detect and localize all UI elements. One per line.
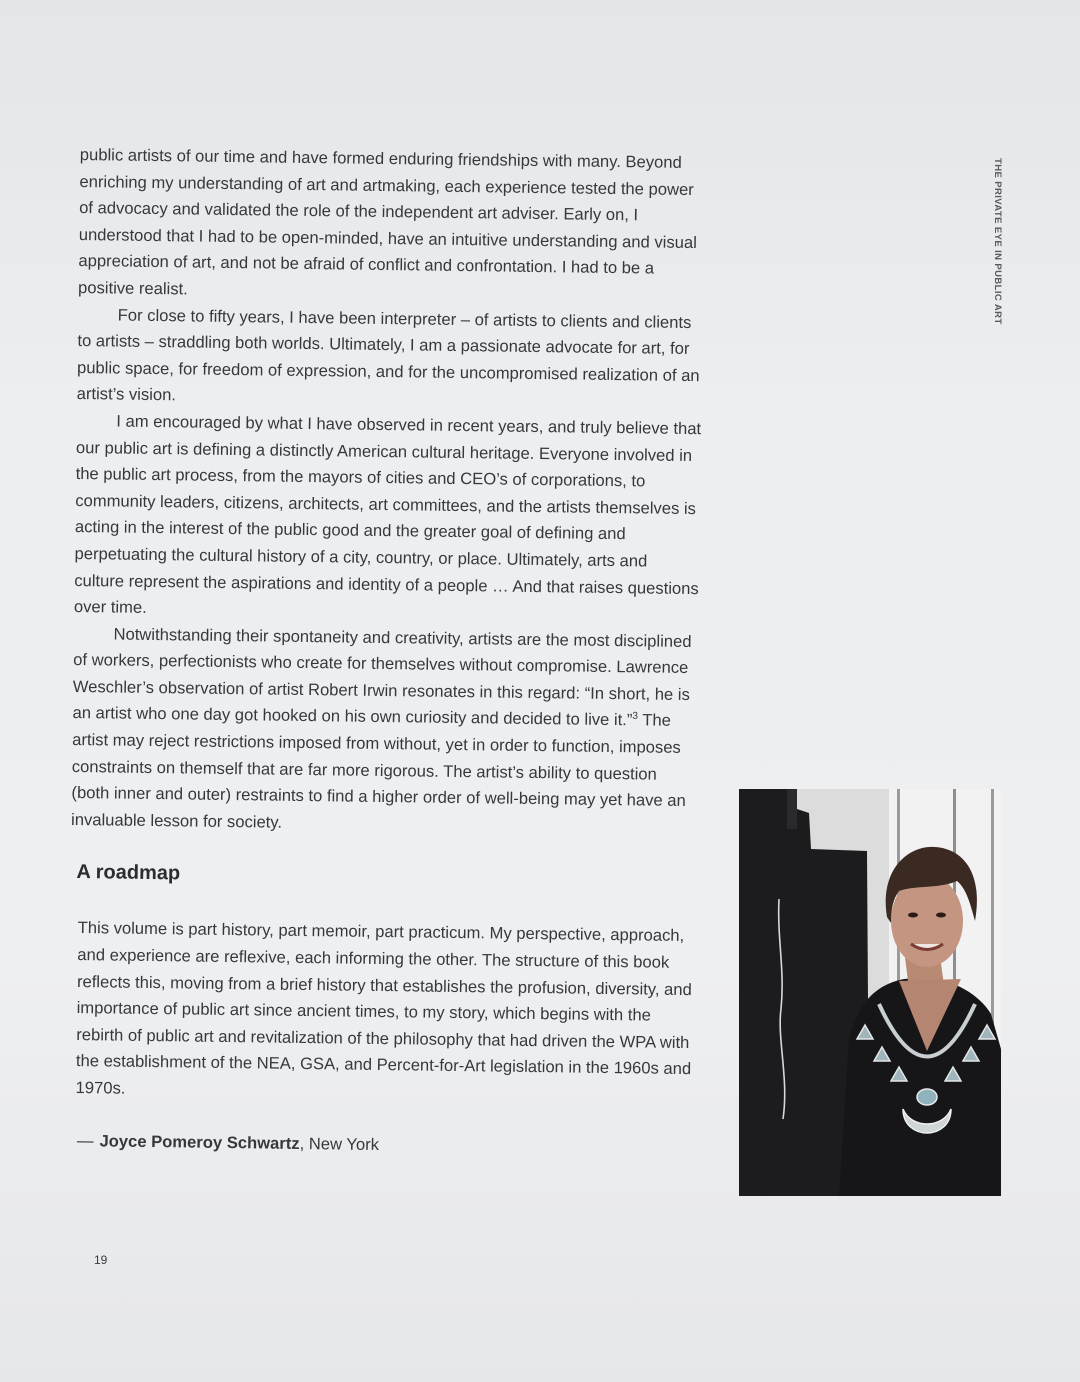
left-eye — [908, 913, 918, 918]
sculpture-edge — [787, 789, 797, 829]
right-eye — [936, 913, 946, 918]
signature — [77, 1128, 693, 1162]
body-text-column — [67, 142, 706, 1162]
signature-dash: — — [76, 1130, 94, 1150]
running-head: THE PRIVATE EYE IN PUBLIC ART — [992, 158, 1003, 325]
page-number: 19 — [94, 1253, 108, 1267]
paragraph-4-text-a: Notwithstanding their spontaneity and creativity, artists are the most disciplined of workers, perfectionists who create for themselves without compromise. Lawrence Weschler’s observation of artist Robert Irwin resonates in this regard: “In short, he is an artist who one day got hooked on his own curiosity and decided to live it.” — [72, 624, 692, 730]
signature-author: Joyce Pomeroy Schwartz — [99, 1130, 300, 1153]
paragraph-4 — [71, 621, 700, 842]
signature-place: , New York — [299, 1133, 380, 1154]
paragraph-2: For close to fifty years, I have been interpreter – of artists to clients and clients to artists – straddling both worlds. Ultimately, I am a passionate advocate for art, for public space, for freedom of expression, and for the uncompromised realization of an artist’s vision. — [76, 305, 700, 405]
roadmap-paragraph: This volume is part history, part memoir, part practicum. My perspective, approach, and experience are reflexive, each informing the other. The structure of this book reflects this, moving from a brief history that establishes the profusion, diversity, and importance of public art since ancient times, to my story, which begins with the rebirth of public art and revitalization of the philosophy that had driven the WPA with the establishment of the NEA, GSA, and Percent-for-Art legislation in the 1960s and 1970s. — [75, 918, 692, 1098]
paragraph-1: public artists of our time and have formed enduring friendships with many. Beyond enriching my understanding of art and artmaking, each experience tested the power of advocacy and validated the role of the independent art adviser. Early on, I understood that I had to be open-minded, have an intuitive understanding and visual appreciation of art, and not be afraid of conflict and confrontation. I had to be a positive realist. — [77, 144, 697, 299]
section-heading: A roadmap — [76, 861, 181, 885]
author-portrait-photo — [739, 789, 1001, 1196]
footnote-marker: 3 — [632, 711, 639, 723]
portrait-illustration — [739, 789, 1001, 1196]
pendant-stone — [917, 1089, 937, 1105]
paragraph-3: I am encouraged by what I have observed in recent years, and truly believe that our public art is defining a distinctly American cultural heritage. Everyone involved in the public art process, from the mayors of cities and CEO’s of corporations, to community leaders, citizens, architects, art committees, and the artists themselves is acting in the interest of the public good and the greater goal of defining and perpetuating the cultural history of a city, country, or place. Ultimately, arts and culture represent the aspirations and identity of a people … And that raises questions over time. — [73, 411, 702, 618]
paragraph-4-text-b: The artist may reject restrictions imposed from without, yet in order to function, imposes constraints on themself that are far more rigorous. The artist’s ability to question (both inner and outer) restraints to find a higher order of well-being may yet have an invaluable lesson for society. — [71, 710, 686, 832]
